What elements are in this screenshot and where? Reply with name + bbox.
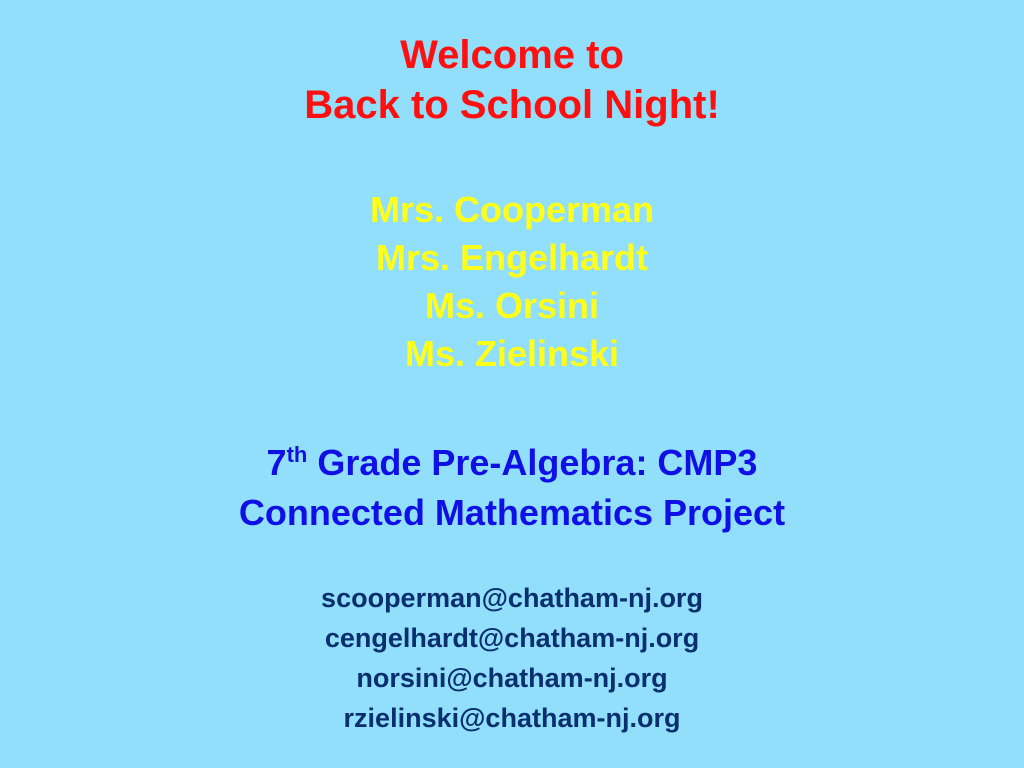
title-line-2: Back to School Night!: [304, 83, 720, 127]
course-line-2: Connected Mathematics Project: [238, 492, 786, 533]
email-list: [0, 578, 1024, 738]
teacher-name: Ms. Orsini: [424, 285, 600, 326]
grade-number: 7: [266, 442, 287, 483]
title-line-1: Welcome to: [400, 33, 624, 77]
email-address: norsini@chatham-nj.org: [356, 663, 668, 693]
email-address: cengelhardt@chatham-nj.org: [324, 623, 700, 653]
course-name: Grade Pre-Algebra: CMP3: [307, 442, 758, 483]
email-address: scooperman@chatham-nj.org: [321, 583, 703, 613]
slide-title: [0, 30, 1024, 130]
teacher-name: Mrs. Engelhardt: [375, 237, 649, 278]
email-address: rzielinski@chatham-nj.org: [343, 703, 681, 733]
course-title: [0, 438, 1024, 538]
teacher-list: [0, 186, 1024, 378]
teacher-name: Mrs. Cooperman: [369, 189, 655, 230]
teacher-name: Ms. Zielinski: [404, 333, 620, 374]
grade-suffix: th: [286, 442, 308, 467]
course-line-1: [0, 438, 1024, 488]
